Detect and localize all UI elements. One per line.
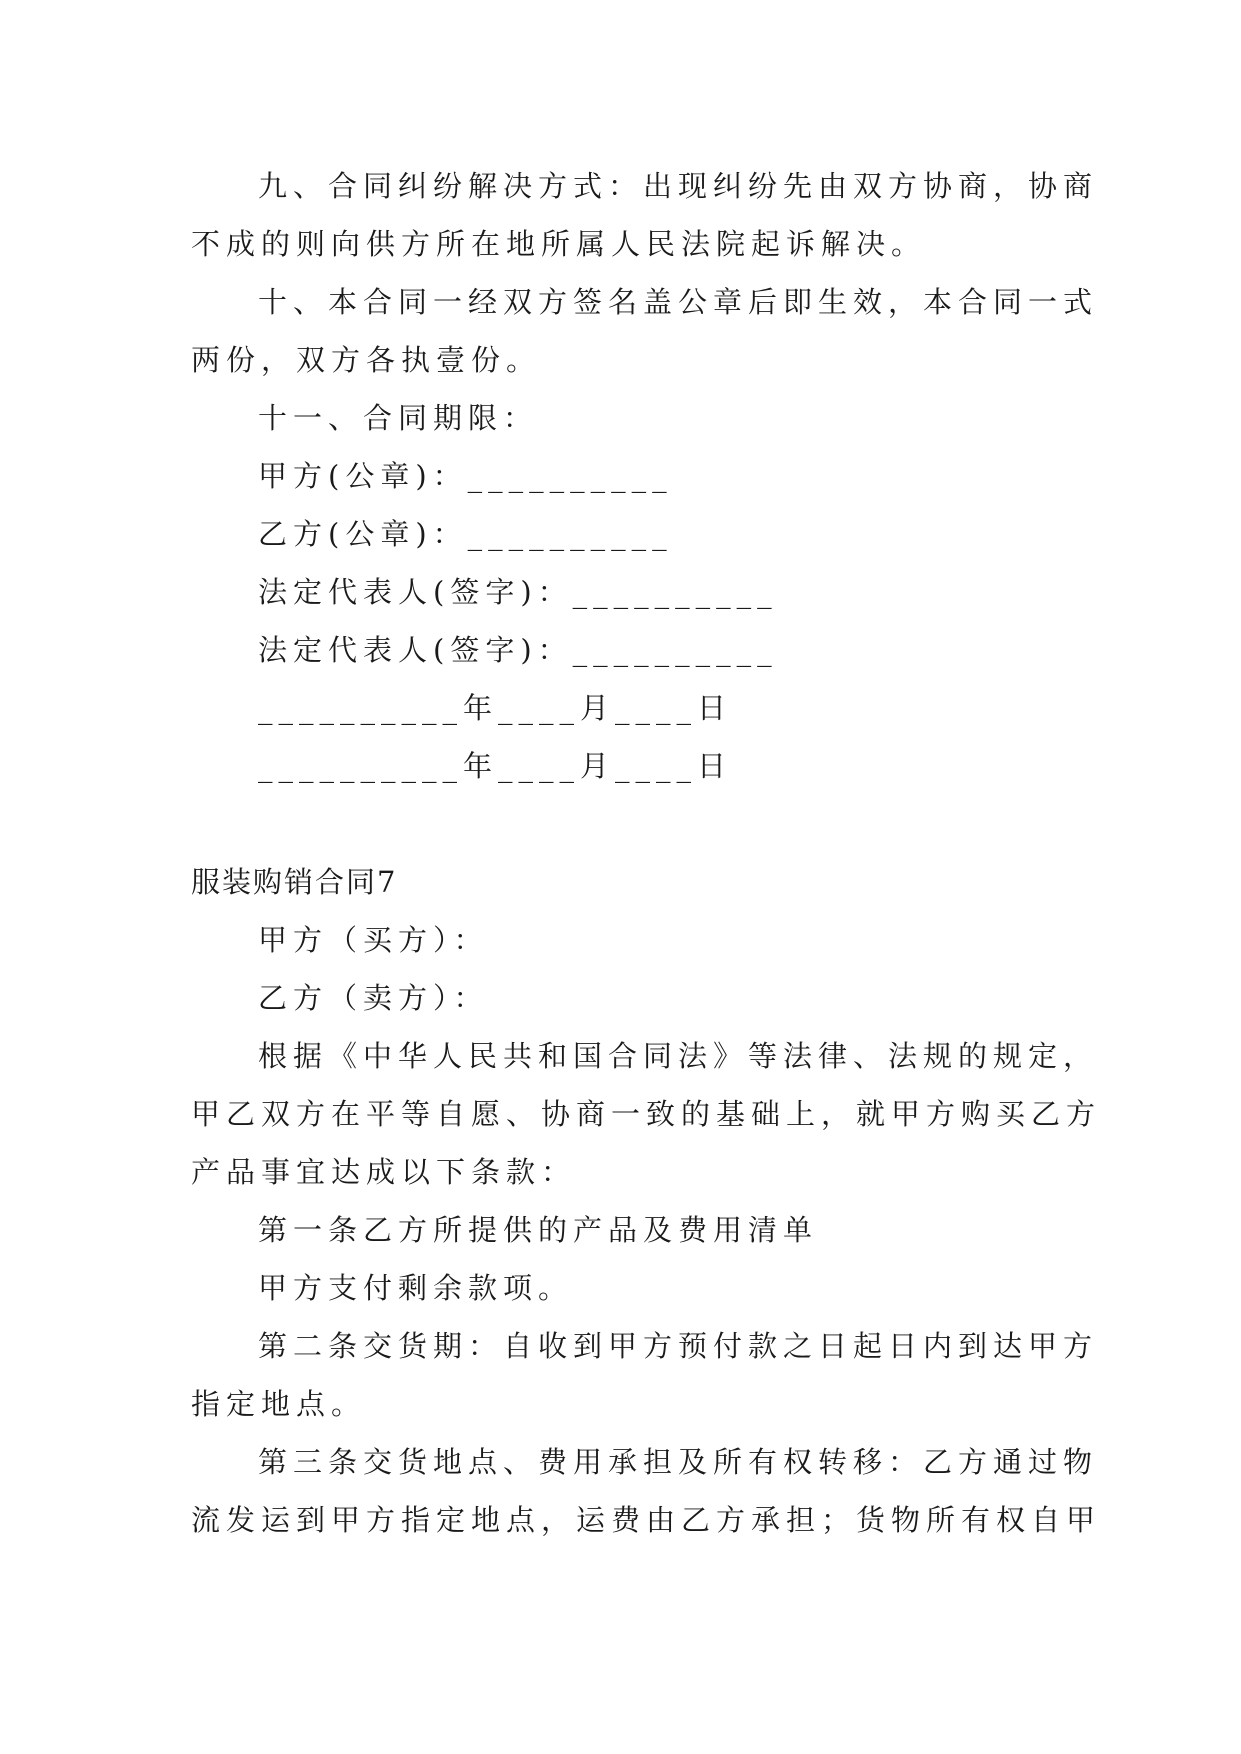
clause-9-line-2: 不成的则向供方所在地所属人民法院起诉解决。	[191, 227, 927, 261]
party-a-seal-line: 甲方(公章)：__________	[258, 459, 673, 493]
clause-11: 十一、合同期限：	[258, 401, 539, 435]
clause-10-line-1: 十、本合同一经双方签名盖公章后即生效，本合同一式	[258, 285, 1099, 319]
preamble-line-2: 甲乙双方在平等自愿、协商一致的基础上，就甲方购买乙方	[191, 1097, 1102, 1131]
date-line-a: __________年____月____日	[258, 691, 733, 725]
clause-10-line-2: 两份，双方各执壹份。	[191, 343, 542, 377]
preamble-line-3: 产品事宜达成以下条款：	[191, 1155, 577, 1189]
legal-rep-sign-line-b: 法定代表人(签字)：__________	[258, 633, 778, 667]
party-b-seal-line: 乙方(公章)：__________	[258, 517, 673, 551]
article-1-line: 第一条乙方所提供的产品及费用清单	[258, 1213, 819, 1247]
clause-9-line-1: 九、合同纠纷解决方式：出现纠纷先由双方协商，协商	[258, 169, 1099, 203]
seller-line: 乙方（卖方）：	[258, 981, 489, 1015]
contract-heading: 服装购销合同7	[191, 865, 398, 899]
buyer-line: 甲方（买方）：	[258, 923, 489, 957]
payment-line: 甲方支付剩余款项。	[258, 1271, 574, 1305]
article-3-line-2: 流发运到甲方指定地点，运费由乙方承担；货物所有权自甲	[191, 1503, 1102, 1537]
article-3-line-1: 第三条交货地点、费用承担及所有权转移：乙方通过物	[258, 1445, 1099, 1479]
article-2-line-1: 第二条交货期：自收到甲方预付款之日起日内到达甲方	[258, 1329, 1099, 1363]
legal-rep-sign-line-a: 法定代表人(签字)：__________	[258, 575, 778, 609]
preamble-line-1: 根据《中华人民共和国合同法》等法律、法规的规定，	[258, 1039, 1099, 1073]
article-2-line-2: 指定地点。	[191, 1387, 367, 1421]
date-line-b: __________年____月____日	[258, 749, 733, 783]
